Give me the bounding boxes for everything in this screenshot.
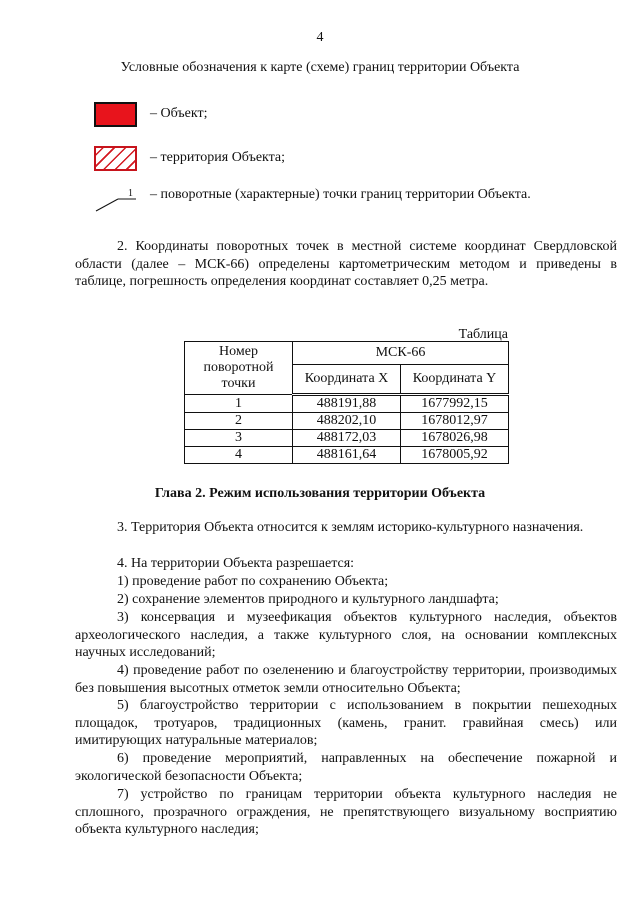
cell-x: 488161,64 [293, 447, 401, 464]
cell-y: 1677992,15 [401, 395, 509, 413]
turning-point-line-icon [94, 186, 144, 214]
list-item-4: 4) проведение работ по озеленению и благоустройству территории, производимых без повышения высотных отметок земли относительно Объекта; [75, 663, 617, 696]
table-row [185, 395, 509, 413]
turning-point-label: 1 [128, 188, 133, 199]
cell-x: 488172,03 [293, 430, 401, 447]
cell-y: 1678005,92 [401, 447, 509, 464]
cell-point: 2 [185, 413, 293, 430]
table-row [185, 447, 509, 464]
table-caption: Таблица [458, 327, 508, 342]
cell-x: 488191,88 [293, 395, 401, 413]
table-row [185, 430, 509, 447]
list-item-7: 7) устройство по границам территории объекта культурного наследия не сплошного, прозрачного ограждения, не препятствующего визуальному восприятию объекта культурного наследия; [75, 787, 617, 837]
legend-item-text: – территория Объекта; [150, 150, 286, 165]
cell-y: 1678012,97 [401, 413, 509, 430]
header-coordinate-y: Координата Y [401, 365, 509, 395]
cell-x: 488202,10 [293, 413, 401, 430]
legend-item-text: – Объект; [150, 106, 208, 121]
header-coordinate-x: Координата X [293, 365, 401, 395]
legend-title: Условные обозначения к карте (схеме) границ территории Объекта [120, 60, 520, 75]
list-item-3: 3) консервация и музеефикация объектов культурного наследия, объектов археологического наследия, а также культурного слоя, на основании комплексных научных исследований; [75, 610, 617, 660]
table-row [185, 413, 509, 430]
cell-y: 1678026,98 [401, 430, 509, 447]
paragraph-4: 4. На территории Объекта разрешается: [117, 556, 355, 571]
legend-item-text: – поворотные (характерные) точки границ территории Объекта. [150, 187, 531, 202]
paragraph-2: 2. Координаты поворотных точек в местной системе координат Свердловской области (далее – МСК-66) определены картометрическим методом и приведены в таблице, погрешность определения координат составляет 0,25 метра. [75, 239, 617, 289]
header-point-number: Номер поворотной точки [185, 342, 293, 395]
list-item-6: 6) проведение мероприятий, направленных на обеспечение пожарной и экологической безопасности Объекта; [75, 751, 617, 784]
list-item-5: 5) благоустройство территории с использованием в покрытии пешеходных площадок, тротуаров, традиционных (камень, гранит. гравийная смесь) или имитирующих натуральные материалов; [75, 698, 617, 748]
cell-point: 3 [185, 430, 293, 447]
coordinates-table [184, 341, 509, 464]
hatched-red-rectangle-icon [94, 146, 137, 171]
header-coordinate-system: МСК-66 [293, 342, 509, 365]
list-item-1: 1) проведение работ по сохранению Объекта; [117, 574, 389, 589]
cell-point: 1 [185, 395, 293, 413]
solid-red-rectangle-icon [94, 102, 137, 127]
chapter-title: Глава 2. Режим использования территории Объекта [154, 486, 486, 501]
cell-point: 4 [185, 447, 293, 464]
list-item-2: 2) сохранение элементов природного и культурного ландшафта; [117, 592, 499, 607]
paragraph-3: 3. Территория Объекта относится к землям историко-культурного назначения. [117, 520, 584, 535]
page-number: 4 [316, 30, 324, 45]
